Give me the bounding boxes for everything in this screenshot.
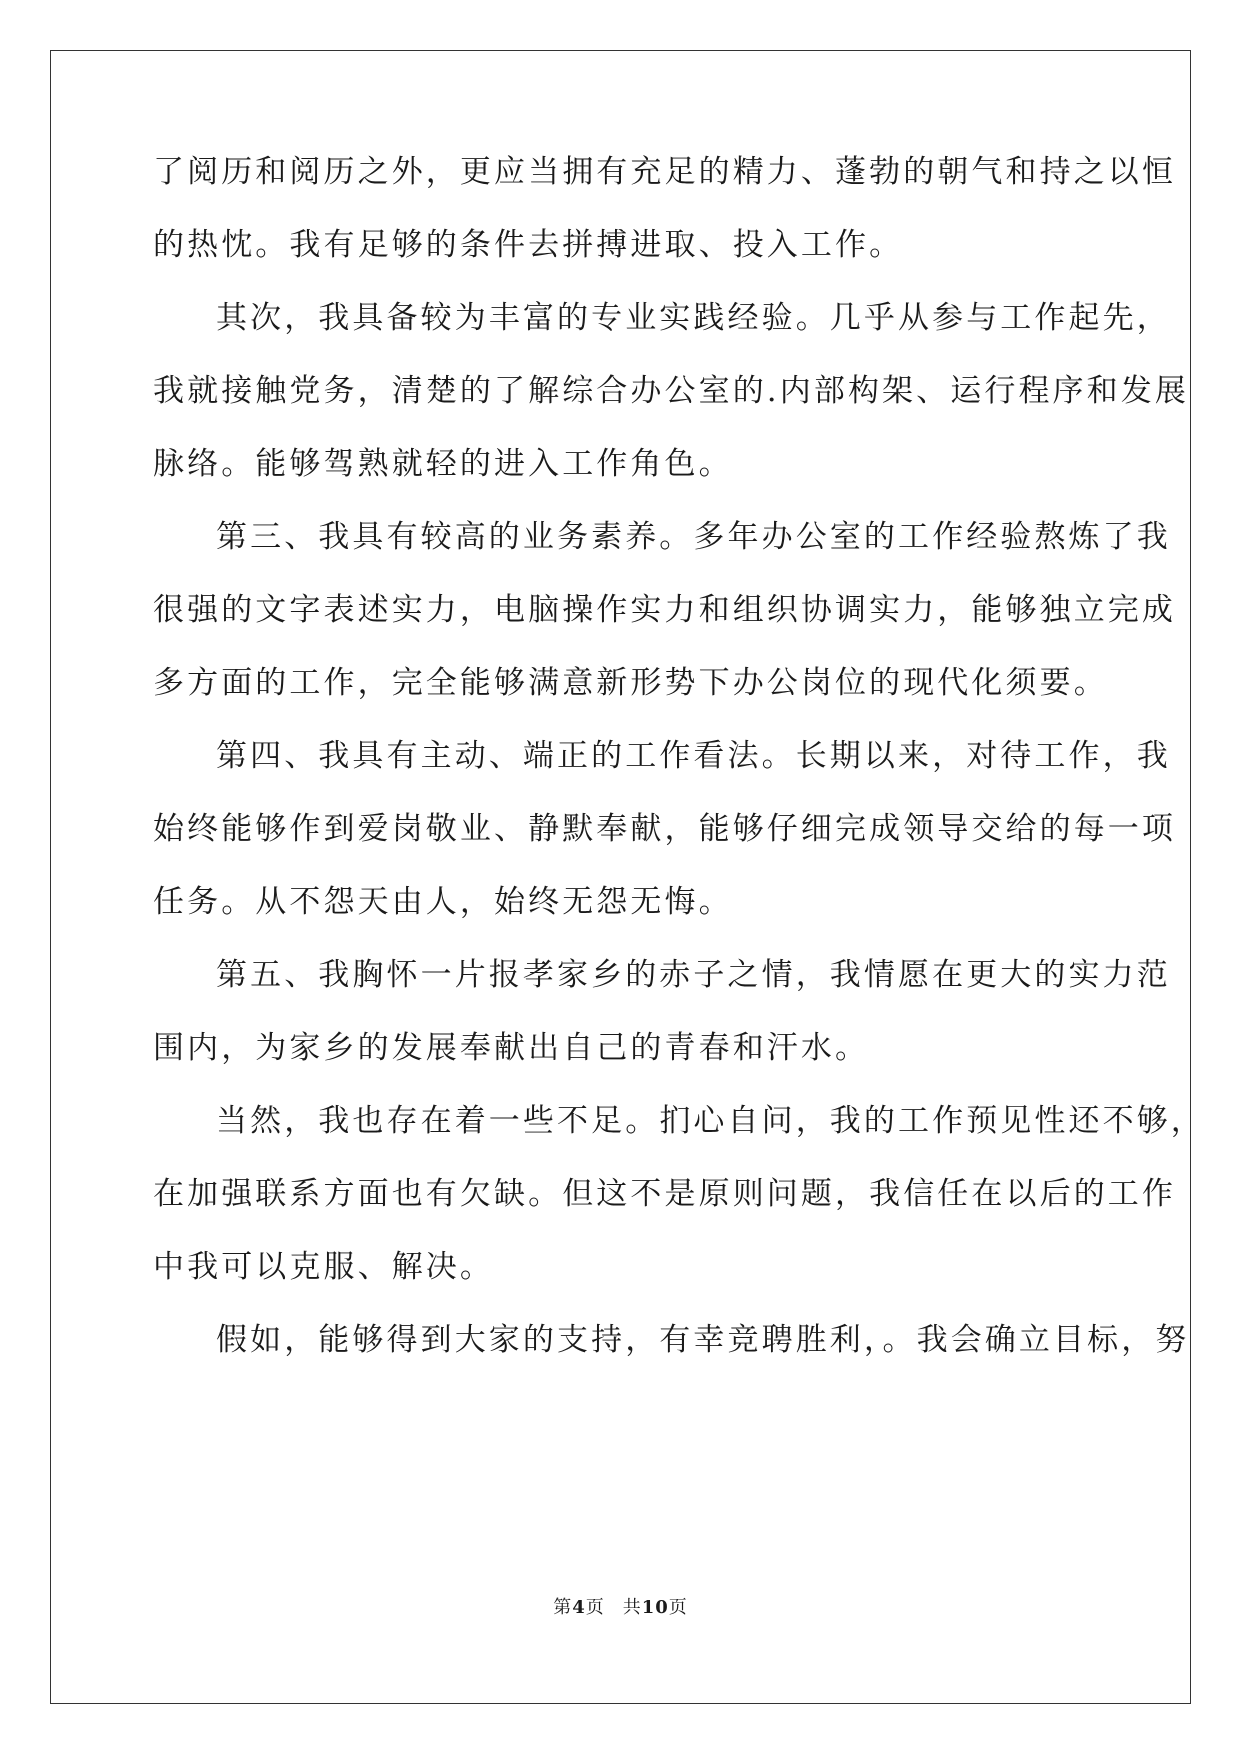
text-line: 的热忱。我有足够的条件去拼搏进取、投入工作。 [153, 227, 904, 263]
text-line: 任务。从不怨天由人，始终无怨无悔。 [153, 884, 733, 920]
page-mid: 页 [585, 1597, 605, 1618]
text-line: 脉络。能够驾熟就轻的进入工作角色。 [153, 446, 733, 482]
page-prefix: 第 [553, 1597, 573, 1618]
total-suffix: 页 [668, 1597, 688, 1618]
text-line: 很强的文字表述实力，电脑操作实力和组织协调实力，能够独立完成 [153, 592, 1176, 628]
text-line: 我就接触党务，清楚的了解综合办公室的.内部构架、运行程序和发展 [153, 373, 1189, 409]
text-line: 第五、我胸怀一片报孝家乡的赤子之情，我情愿在更大的实力范 [216, 957, 1171, 993]
text-line: 多方面的工作，完全能够满意新形势下办公岗位的现代化须要。 [153, 665, 1108, 701]
text-line: 围内，为家乡的发展奉献出自己的青春和汗水。 [153, 1030, 870, 1066]
text-line: 第三、我具有较高的业务素养。多年办公室的工作经验熬炼了我 [216, 519, 1171, 555]
page-total: 10 [641, 1597, 669, 1618]
text-line: 假如，能够得到大家的支持，有幸竞聘胜利，。我会确立目标，努 [216, 1322, 1190, 1358]
text-line: 始终能够作到爱岗敬业、静默奉献，能够仔细完成领导交给的每一项 [153, 811, 1176, 847]
page-footer [0, 1596, 1241, 1620]
total-prefix: 共 [622, 1597, 642, 1618]
text-line: 当然，我也存在着一些不足。扪心自问，我的工作预见性还不够， [216, 1103, 1205, 1139]
page-current: 4 [572, 1597, 586, 1618]
text-line: 中我可以克服、解决。 [153, 1249, 494, 1285]
text-line: 第四、我具有主动、端正的工作看法。长期以来，对待工作，我 [216, 738, 1171, 774]
text-line: 了阅历和阅历之外，更应当拥有充足的精力、蓬勃的朝气和持之以恒 [153, 154, 1176, 190]
text-line: 其次，我具备较为丰富的专业实践经验。几乎从参与工作起先， [216, 300, 1171, 336]
text-line: 在加强联系方面也有欠缺。但这不是原则问题，我信任在以后的工作 [153, 1176, 1176, 1212]
